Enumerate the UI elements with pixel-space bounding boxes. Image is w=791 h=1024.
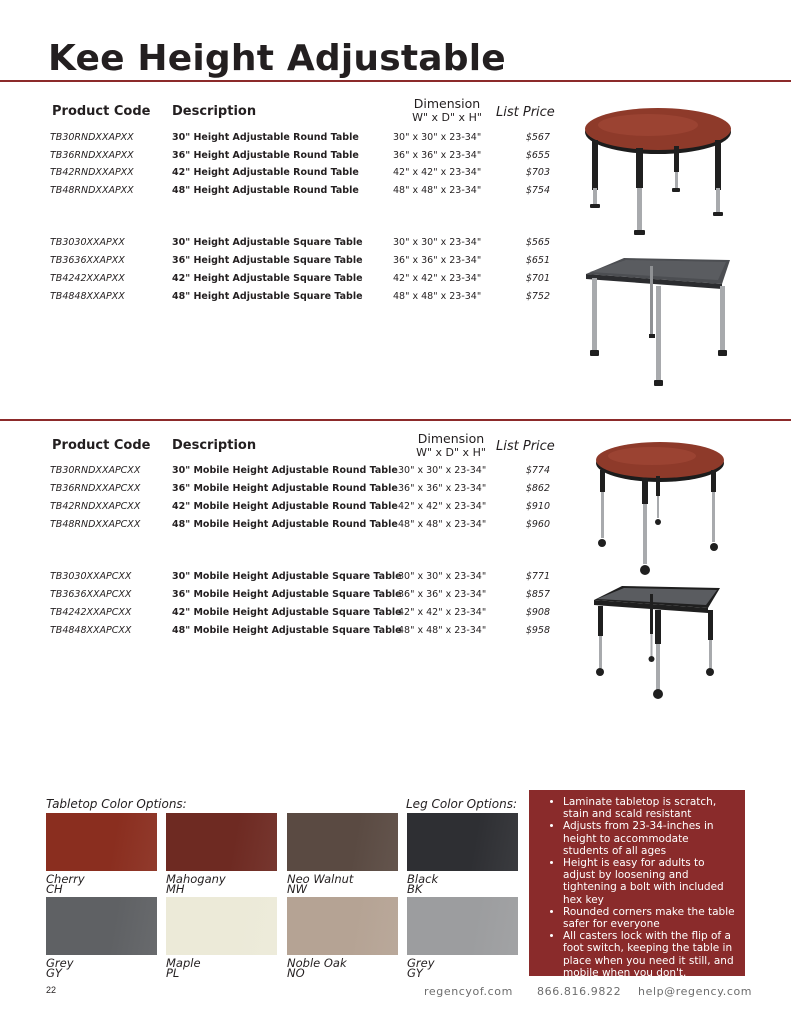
swatch-mahogany [166, 813, 277, 871]
table-row [0, 607, 560, 625]
product-code: TB4848XXAPXX [50, 291, 125, 302]
product-description: 30" Height Adjustable Round Table [172, 132, 359, 143]
product-description: 36" Mobile Height Adjustable Square Table [172, 589, 402, 600]
product-price: $655 [525, 150, 550, 161]
feature-item: • Adjusts from 23-34-inches in height to accommodate students of all ages [563, 820, 737, 857]
product-dimension: 48" x 48" x 23-34" [393, 291, 482, 302]
swatch-label-noble-oak: Noble Oak NO [287, 956, 347, 980]
product-code: TB36RNDXXAPCXX [50, 483, 141, 494]
header-product-code-2: Product Code [52, 438, 151, 453]
table-row [0, 273, 560, 291]
product-description: 42" Height Adjustable Square Table [172, 273, 363, 284]
product-dimension: 42" x 42" x 23-34" [398, 607, 487, 618]
square-table-image [582, 256, 738, 392]
product-description: 48" Mobile Height Adjustable Round Table [172, 519, 398, 530]
product-dimension: 30" x 30" x 23-34" [393, 132, 482, 143]
product-code: TB3636XXAPXX [50, 255, 125, 266]
product-price: $958 [525, 625, 550, 636]
swatch-grey-leg [407, 897, 518, 955]
product-price: $857 [525, 589, 550, 600]
page-number: 22 [46, 985, 57, 995]
product-dimension: 30" x 30" x 23-34" [393, 237, 482, 248]
product-description: 36" Height Adjustable Square Table [172, 255, 363, 266]
table-row [0, 150, 560, 168]
product-code: TB30RNDXXAPCXX [50, 465, 141, 476]
header-dimension [392, 97, 502, 125]
product-code: TB42RNDXXAPXX [50, 167, 134, 178]
swatch-maple [166, 897, 277, 955]
table-row [0, 185, 560, 203]
product-dimension: 36" x 36" x 23-34" [393, 255, 482, 266]
table-row [0, 255, 560, 273]
product-description: 30" Mobile Height Adjustable Round Table [172, 465, 398, 476]
table-row [0, 625, 560, 643]
product-code: TB4242XXAPCXX [50, 607, 132, 618]
footer-website[interactable]: regencyof.com [424, 985, 513, 998]
footer-email[interactable]: help@regency.com [638, 985, 753, 998]
product-description: 42" Mobile Height Adjustable Square Table [172, 607, 402, 618]
product-dimension: 48" x 48" x 23-34" [398, 519, 487, 530]
product-code: TB4242XXAPXX [50, 273, 125, 284]
product-code: TB3636XXAPCXX [50, 589, 132, 600]
table-row [0, 237, 560, 255]
feature-item: • All casters lock with the flip of a foot switch, keeping the table in place when you need it still, and mobile when you don't. [563, 930, 737, 979]
product-price: $960 [525, 519, 550, 530]
product-price: $771 [525, 571, 550, 582]
swatch-neo-walnut [287, 813, 398, 871]
swatch-label-grey-leg: Grey GY [407, 956, 435, 980]
product-price: $701 [525, 273, 550, 284]
header-description: Description [172, 104, 257, 119]
product-dimension: 30" x 30" x 23-34" [398, 465, 487, 476]
product-price: $754 [525, 185, 550, 196]
header-dimension-sub: W" x D" x H" [412, 111, 482, 124]
product-dimension: 36" x 36" x 23-34" [393, 150, 482, 161]
section-divider [0, 419, 791, 421]
product-dimension: 48" x 48" x 23-34" [393, 185, 482, 196]
product-dimension: 36" x 36" x 23-34" [398, 589, 487, 600]
header-dimension-sub: W" x D" x H" [416, 446, 486, 459]
leg-options-title: Leg Color Options: [406, 797, 517, 811]
footer-phone: 866.816.9822 [537, 985, 622, 998]
product-description: 30" Height Adjustable Square Table [172, 237, 363, 248]
table-row [0, 483, 560, 501]
product-dimension: 48" x 48" x 23-34" [398, 625, 487, 636]
product-code: TB3030XXAPCXX [50, 571, 132, 582]
product-price: $651 [525, 255, 550, 266]
product-dimension: 42" x 42" x 23-34" [393, 273, 482, 284]
product-price: $752 [525, 291, 550, 302]
features-box [529, 790, 745, 979]
swatch-black [407, 813, 518, 871]
mobile-square-table-image [592, 586, 726, 702]
product-price: $774 [525, 465, 550, 476]
page-title: Kee Height Adjustable [48, 38, 506, 79]
product-price: $910 [525, 501, 550, 512]
product-dimension: 42" x 42" x 23-34" [398, 501, 487, 512]
header-rule [0, 80, 791, 82]
header-product-code: Product Code [52, 104, 151, 119]
product-dimension: 36" x 36" x 23-34" [398, 483, 487, 494]
product-price: $703 [525, 167, 550, 178]
product-code: TB30RNDXXAPXX [50, 132, 134, 143]
header-dimension-label: Dimension [417, 431, 485, 446]
product-description: 30" Mobile Height Adjustable Square Table [172, 571, 402, 582]
product-description: 48" Mobile Height Adjustable Square Table [172, 625, 402, 636]
swatch-label-neo-walnut: Neo Walnut NW [287, 872, 354, 896]
header-dimension-2 [396, 432, 506, 460]
swatch-cherry [46, 813, 157, 871]
round-table-image [578, 108, 738, 248]
swatch-grey-top [46, 897, 157, 955]
header-dimension-label: Dimension [413, 96, 481, 111]
product-price: $567 [525, 132, 550, 143]
product-dimension: 42" x 42" x 23-34" [393, 167, 482, 178]
feature-item: • Height is easy for adults to adjust by loosening and tightening a bolt with included hex key [563, 857, 737, 906]
header-list-price-2: List Price [496, 439, 555, 454]
product-code: TB36RNDXXAPXX [50, 150, 134, 161]
product-description: 36" Mobile Height Adjustable Round Table [172, 483, 398, 494]
product-description: 48" Height Adjustable Square Table [172, 291, 363, 302]
product-code: TB48RNDXXAPCXX [50, 519, 141, 530]
product-code: TB48RNDXXAPXX [50, 185, 134, 196]
product-dimension: 30" x 30" x 23-34" [398, 571, 487, 582]
table-row [0, 465, 560, 483]
table-row [0, 519, 560, 537]
product-code: TB3030XXAPXX [50, 237, 125, 248]
tabletop-options-title: Tabletop Color Options: [46, 797, 187, 811]
product-price: $862 [525, 483, 550, 494]
swatch-label-mahogany: Mahogany MH [166, 872, 226, 896]
mobile-round-table-image [590, 442, 730, 580]
table-row [0, 501, 560, 519]
swatch-noble-oak [287, 897, 398, 955]
product-price: $565 [525, 237, 550, 248]
table-row [0, 589, 560, 607]
swatch-label-maple: Maple PL [166, 956, 201, 980]
table-row [0, 132, 560, 150]
product-code: TB42RNDXXAPCXX [50, 501, 141, 512]
product-description: 36" Height Adjustable Round Table [172, 150, 359, 161]
product-description: 42" Height Adjustable Round Table [172, 167, 359, 178]
feature-item: • Rounded corners make the table safer for everyone [563, 906, 737, 930]
header-list-price: List Price [496, 105, 555, 120]
product-price: $908 [525, 607, 550, 618]
feature-item: • Laminate tabletop is scratch, stain and scald resistant [563, 796, 737, 820]
table-row [0, 167, 560, 185]
product-description: 48" Height Adjustable Round Table [172, 185, 359, 196]
table-row [0, 571, 560, 589]
header-description-2: Description [172, 438, 257, 453]
table-row [0, 291, 560, 309]
product-description: 42" Mobile Height Adjustable Round Table [172, 501, 398, 512]
swatch-label-cherry: Cherry CH [46, 872, 85, 896]
product-code: TB4848XXAPCXX [50, 625, 132, 636]
swatch-label-grey-top: Grey GY [46, 956, 74, 980]
swatch-label-black: Black BK [407, 872, 439, 896]
